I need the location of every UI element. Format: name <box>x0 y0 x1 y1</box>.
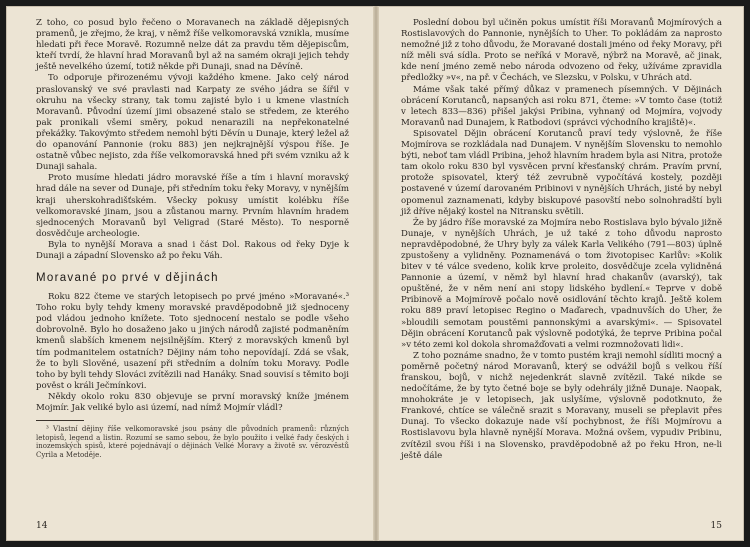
page-number-right: 15 <box>710 521 722 531</box>
section-heading: Moravané po prvé v dějinách <box>36 272 219 285</box>
page-number-left: 14 <box>36 521 48 531</box>
right-paragraph-2: Máme však také přímý důkaz v pramenech písemných. V Dějinách obrácení Korutanců, napsaných asi roku 871, čteme: »V tomto čase (totiž v letech 833—836) přišel jakýsi Pribina, vyhnaný od Mojmíra, vojvody Moravanů nad Dunajem, k Ratbodovi (správci východního krajiště)«. <box>401 84 722 128</box>
right-page <box>379 6 744 541</box>
left-paragraph-5: Roku 822 čteme ve starých letopisech po prvé jméno »Moravané«.³ Toho roku byly tehdy kmeny moravské pravděpodobně již sjednoceny pod vládou jednoho knížete. Toto sjednocení nestalo se podle všeho dobrovolně. Bylo ho dosaženo jako u jiných národů zajisté podmaněním kmenů slabších kmenem nejsilnějším. Který z moravských kmenů byl tím podmanitelem ostatních? Dějiny nám toho nepovídají. Zdá se však, že to byli Slověné, usazení při středním a dolním toku Moravy. Podle toho by byli tehdy Slováci zvítězili nad Hanáky. Snad souvisí s těmito boji pověst o králi Ječmínkovi. <box>36 292 349 391</box>
left-paragraph-4: Byla to nynější Morava a snad i část Dol. Rakous od řeky Dyje k Dunaji a západní Slovensko až po řeku Váh. <box>36 239 349 261</box>
right-paragraph-1: Poslední dobou byl učiněn pokus umístit říši Moravanů Mojmírových a Rostislavových do Pannonie, nynějších to Uher. To pokládám za naprosto nemožné již z toho důvodu, že Moravané dostali jméno od řeky Moravy, při níž měli svá sídla. Proto se neříká v Moravě, nýbrž na Moravě, ač jinak, kde není jméno země nebo národa odvozeno od řeky, užíváme zpravidla předložky »v«, na př. v Čechách, ve Slezsku, v Polsku, v Uhrách atd. <box>401 18 722 84</box>
left-paragraph-1: Z toho, co posud bylo řečeno o Moravanech na základě dějepisných pramenů, je zřejmo, že kraj, v němž říše velkomoravská vznikla, musíme hledati při řece Moravě. Rozumně nelze dát za pravdu těm dějepiscům, kteří tvrdí, že hlavní hrad Moravanů byl až na samém okraji jejich tehdy ještě nevelkého území, totiž někde při Dunaji, snad na Děvíně. <box>36 18 349 73</box>
right-paragraph-5: Z toho poznáme snadno, že v tomto pustém kraji nemohl sídliti mocný a poměrně početný národ Moravanů, který se odvážil bojů s velkou říší franskou, bojů, v nichž nejedenkrát slavně zvítězil. Také nikde se nedočítáme, že by tyto četné boje se byly odehrály jižně Dunaje. Naopak, mnohokráte je v letopisech, jak uslyšíme, výslovně podotknuto, že Frankové, chtíce se válečně srazit s Moravany, museli se přeplavit přes Dunaj. To všecko dokazuje nade vší pochybnost, že říši Mojmírovu a Rostislavovu byla hlavně nynější Morava. Možná ovšem, vypudiv Pribinu, zvítězil svou říši i na Slovensko, pravděpodobně až po řeku Hron, ne-li ještě dále <box>401 350 722 461</box>
right-paragraph-3: Spisovatel Dějin obrácení Korutanců praví tedy výslovně, že říše Mojmírova se rozkládala nad Dunajem. V nynějším Slovensku to nemohlo býti, neboť tam vládl Pribina, jehož hlavním hradem byla asi Nitra, protože tam okolo roku 830 byl vysvěcen první křesťanský chrám. Pravím první, protože spisovatel, který též zevrubně vypočítává kostely, později postavené v území darovaném Pribinovi v nynějších Uhrách, jisté by nebyl opomenul zaznamenati, kdyby biskupové pasovští nebo solnohradští byli již dříve nějaký kostel na Nitransku světili. <box>401 128 722 217</box>
left-paragraph-6: Někdy okolo roku 830 objevuje se první moravský kníže jménem Mojmír. Jak veliké bylo asi území, nad nímž Mojmír vládl? <box>36 391 349 413</box>
left-paragraph-3: Proto musíme hledati jádro moravské říše a tím i hlavní moravský hrad dále na sever od Dunaje, při středním toku řeky Moravy, v nynějším kraji uherskohradišťském. Všecky pokusy umístit kolébku říše velkomoravské jinam, jsou a zůstanou marny. Prvním hlavním hradem sjednocených Moravanů byl Veligrad (Staré Město). To nesporně dosvědčuje archeologie. <box>36 173 349 239</box>
footnote: ³ Vlastní dějiny říše velkomoravské jsou psány dle původních pramenů: různých letopisů, legend a listin. Rozumí se samo sebou, že bylo použito i velké řady českých i inozemských spisů, které pojednávají o dějinách Velké Moravy a životě sv. věrozvěstů Cyrila a Metoděje. <box>36 425 349 459</box>
book-spread <box>6 6 744 541</box>
left-page <box>6 6 373 541</box>
right-paragraph-4: Že by jádro říše moravské za Mojmíra nebo Rostislava bylo bývalo jižně Dunaje, v nynějších Uhrách, je už také z toho důvodu naprosto nepravděpodobné, že Uhry byly za válek Karla Velikého (791—803) úplně zpustošeny a vylidněny. Poznamenává o tom životopisec Karlův: »Kolik bitev v té válce svedeno, kolik krve proleito, dosvědčuje zcela vylidněná Pannonie a území, v němž byl hlavní hrad chakanův (avarský), tak opuštěné, že v něm není ani stopy lidského bydlení.« Teprve v době Pribinově a Mojmírově počalo nově osidlování těchto krajů. Ještě kolem roku 889 praví letopisec Regino o Maďarech, vpadnuvších do Uher, že »bloudili semotam poustěmi pannonskými a avarskými«. — Spisovatel Dějin obrácení Korutanců pak výslovně podotýká, že teprve Pribina počal »v této zemi kol dokola shromažďovati a velmi rozmnožovati lidi«. <box>401 217 722 350</box>
left-paragraph-2: To odporuje přirozenému vývoji každého kmene. Jako celý národ praslovanský ve své pravlasti nad Karpaty ze svého jádra se šířil v okruhu na všecky strany, tak tomu zajisté bylo i u kmene vlastních Moravanů. Původní území jimi obsazené stalo se středem, ze kterého pak pronikali všemi směry, pokud nenarazili na nepřekonatelné překážky. Takovýmto středem nemohl býti Děvín u Dunaje, který ležel až do opanování Pannonie (roku 883) jen nejkrajnější výspou říše. Je ostatně vůbec nejisto, zda říše velkomoravská hned při svém vzniku až k Dunaji sahala. <box>36 73 349 173</box>
footnote-rule <box>36 420 84 421</box>
